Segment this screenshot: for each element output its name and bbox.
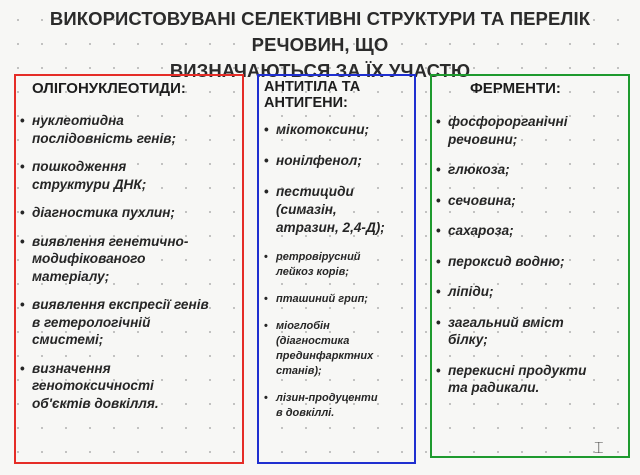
list-item xyxy=(436,253,626,271)
list-item xyxy=(20,233,240,286)
list-item-line: матеріалу; xyxy=(32,268,110,284)
list-item-line: генотоксичності xyxy=(32,378,154,393)
list-item-line: • глюкоза; xyxy=(448,162,510,177)
list-item xyxy=(436,222,626,240)
list-item-line: • діагностика пухлин; xyxy=(32,205,175,220)
list-item xyxy=(264,391,414,421)
slide-title xyxy=(20,6,620,84)
list-item-line: • ретровірусний xyxy=(276,251,361,263)
slide-title-line-2: ВИЗНАЧАЮТЬСЯ ЗА ЇХ УЧАСТЮ xyxy=(169,60,471,81)
list-item-line: структури ДНК; xyxy=(32,176,147,192)
list-item-line: • лізин-продуценти xyxy=(276,392,378,404)
list-item-line: • нуклеотидна xyxy=(32,113,124,128)
list-item xyxy=(20,360,240,413)
list-item-line: • ліпіди; xyxy=(448,284,494,299)
list-item-line: • сечовина; xyxy=(448,192,516,208)
list-item-line: та радикали. xyxy=(448,380,540,395)
list-item xyxy=(436,314,626,349)
list-item-line: • мікотоксини; xyxy=(276,122,370,137)
list-item xyxy=(20,112,240,147)
list-item-line: модифікованого xyxy=(32,251,146,266)
list-item xyxy=(264,292,414,307)
list-item-line: • пташиний грип; xyxy=(276,293,368,305)
list-item-line: • пестициди xyxy=(276,184,354,199)
list-item-line: • нонілфенол; xyxy=(276,153,362,168)
list-item-line: • виявлення генетично- xyxy=(32,233,189,249)
enzymes-list xyxy=(436,113,626,410)
list-item xyxy=(436,362,626,397)
list-item-line: речовини; xyxy=(448,131,518,147)
list-item xyxy=(20,158,240,193)
list-item-line: атразин, 2,4-Д); xyxy=(276,220,385,235)
list-item-line: • пошкодження xyxy=(32,159,127,174)
list-item-line: смистемі; xyxy=(32,332,104,347)
list-item xyxy=(264,319,414,379)
list-item-line: • пероксид водню; xyxy=(448,253,565,269)
text-cursor-icon: ⌶ xyxy=(594,438,604,457)
list-item-line: (діагностика xyxy=(276,335,350,347)
list-item xyxy=(436,283,626,301)
list-item xyxy=(264,121,414,139)
list-item xyxy=(264,250,414,280)
list-item-line: • фосфорорганічні xyxy=(448,114,568,129)
oligonucleotides-heading: ОЛІГОНУКЛЕОТИДИ: xyxy=(32,80,186,97)
antibodies-antigens-heading: АНТИТІЛА ТА АНТИГЕНИ: xyxy=(264,79,361,111)
slide-title-line-1: ВИКОРИСТОВУВАНІ СЕЛЕКТИВНІ СТРУКТУРИ ТА ПЕРЕЛІК РЕЧОВИН, ЩО xyxy=(49,8,591,55)
list-item-line: прединфарктних xyxy=(276,350,374,362)
list-item-line: білку; xyxy=(448,332,488,347)
list-item xyxy=(264,183,414,237)
list-item-line: об'єктів довкілля. xyxy=(32,395,159,411)
list-item-line: • визначення xyxy=(32,360,111,376)
list-item-line: • виявлення експресії генів xyxy=(32,297,209,312)
list-item xyxy=(20,204,240,222)
list-item-line: станів); xyxy=(276,365,322,377)
list-item-line: • перекисні продукти xyxy=(448,362,587,378)
list-item-line: • міоглобін xyxy=(276,320,330,332)
list-item xyxy=(264,152,414,170)
antibodies-antigens-list xyxy=(264,121,414,433)
oligonucleotides-list xyxy=(20,112,240,423)
list-item-line: (симазін, xyxy=(276,202,337,217)
list-item-line: • сахароза; xyxy=(448,223,514,238)
list-item-line: в довкіллі. xyxy=(276,407,335,419)
enzymes-heading: ФЕРМЕНТИ: xyxy=(470,80,561,97)
list-item-line: в гетерологічній xyxy=(32,314,151,330)
list-item-line: послідовність генів; xyxy=(32,130,177,146)
list-item xyxy=(20,296,240,349)
list-item xyxy=(436,113,626,148)
list-item-line: • загальний вміст xyxy=(448,314,564,330)
list-item xyxy=(436,192,626,210)
list-item-line: лейкоз корів; xyxy=(276,266,349,278)
list-item xyxy=(436,161,626,179)
